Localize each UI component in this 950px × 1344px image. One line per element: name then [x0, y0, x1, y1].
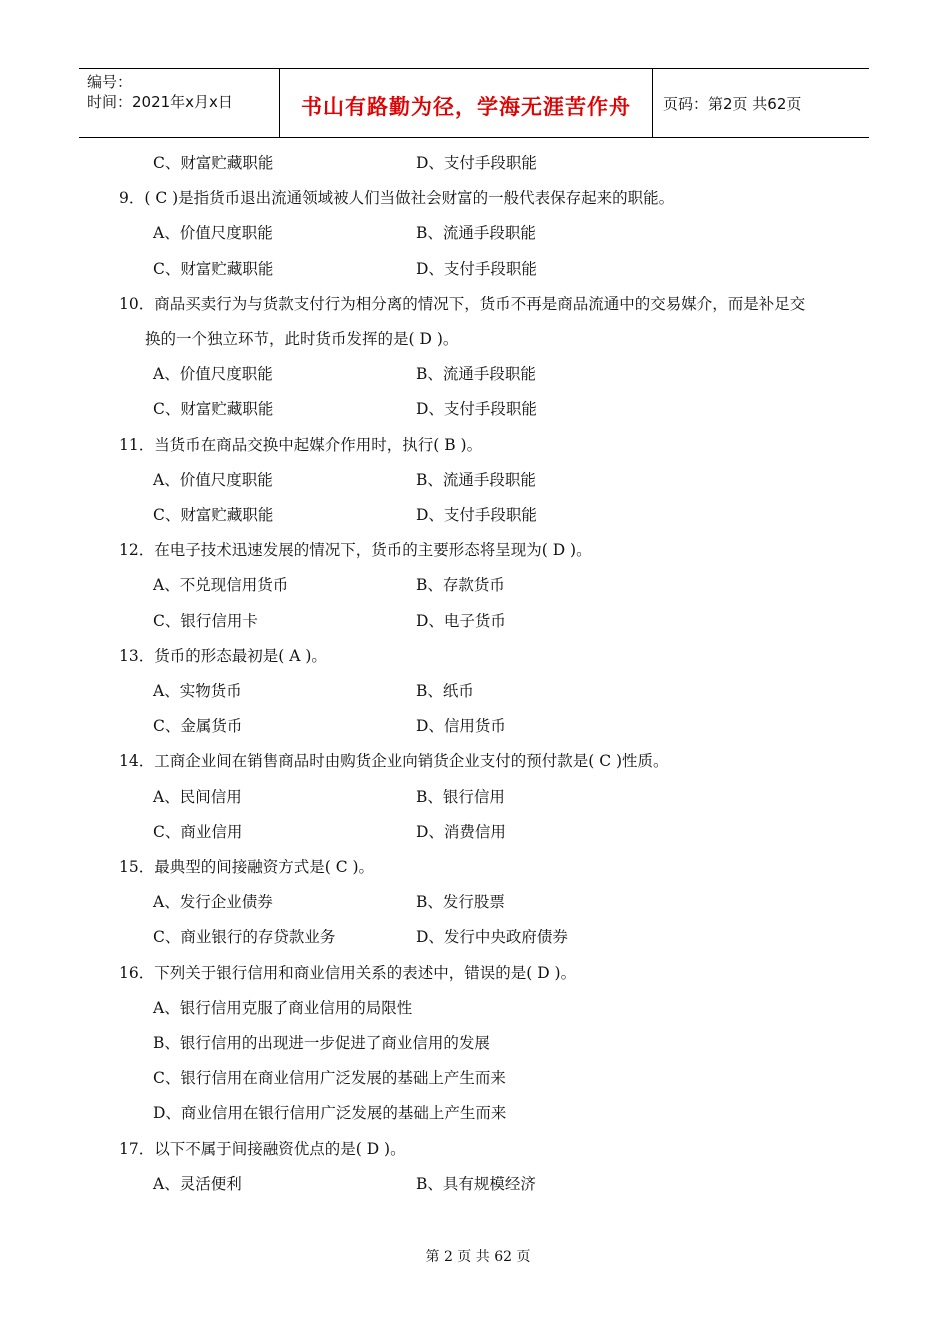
option-left: A、发行企业债券 [153, 893, 273, 911]
option-single: D、商业信用在银行信用广泛发展的基础上产生而来 [153, 1104, 507, 1122]
option-right: B、存款货币 [416, 576, 505, 594]
option-left: C、财富贮藏职能 [153, 260, 274, 278]
question-text: 13．货币的形态最初是( A )。 [119, 647, 327, 665]
option-single: A、银行信用克服了商业信用的局限性 [153, 999, 413, 1017]
option-single: C、银行信用在商业信用广泛发展的基础上产生而来 [153, 1069, 506, 1087]
option-right: D、支付手段职能 [416, 400, 537, 418]
question-text: 16．下列关于银行信用和商业信用关系的表述中，错误的是( D )。 [119, 964, 577, 982]
header-page-info: 页码：第2页 共62页 [663, 95, 802, 113]
option-left: A、价值尺度职能 [153, 471, 273, 489]
option-right: D、支付手段职能 [416, 154, 537, 172]
option-left: A、民间信用 [153, 788, 242, 806]
page-footer [0, 1246, 950, 1266]
question-text: 11．当货币在商品交换中起媒介作用时，执行( B )。 [119, 436, 483, 454]
header-meta [79, 69, 280, 137]
option-right: D、消费信用 [416, 823, 506, 841]
option-right: B、流通手段职能 [416, 471, 536, 489]
option-single: B、银行信用的出现进一步促进了商业信用的发展 [153, 1034, 490, 1052]
question-text: 17．以下不属于间接融资优点的是( D )。 [119, 1140, 406, 1158]
question-text: 10．商品买卖行为与货款支付行为相分离的情况下，货币不再是商品流通中的交易媒介，而是补足交 [119, 295, 806, 313]
option-left: C、财富贮藏职能 [153, 154, 274, 172]
option-left: C、银行信用卡 [153, 612, 258, 630]
option-right: D、信用货币 [416, 717, 506, 735]
option-left: C、商业信用 [153, 823, 243, 841]
header-motto-cell [280, 69, 653, 137]
header-motto: 书山有路勤为径，学海无涯苦作舟 [301, 95, 631, 119]
footer-page-number: 第 2 页 共 62 页 [425, 1249, 531, 1265]
question-text: 12．在电子技术迅速发展的情况下，货币的主要形态将呈现为( D )。 [119, 541, 592, 559]
option-right: B、流通手段职能 [416, 365, 536, 383]
option-left: C、财富贮藏职能 [153, 400, 274, 418]
option-right: D、支付手段职能 [416, 260, 537, 278]
option-right: D、电子货币 [416, 612, 506, 630]
option-right: D、支付手段职能 [416, 506, 537, 524]
question-text: 15．最典型的间接融资方式是( C )。 [119, 858, 375, 876]
option-right: B、具有规模经济 [416, 1175, 536, 1193]
option-right: B、银行信用 [416, 788, 505, 806]
option-left: A、价值尺度职能 [153, 365, 273, 383]
option-left: C、金属货币 [153, 717, 243, 735]
option-left: A、实物货币 [153, 682, 242, 700]
option-right: D、发行中央政府债券 [416, 928, 568, 946]
option-right: B、纸币 [416, 682, 474, 700]
document-number-label: 编号： [87, 73, 133, 91]
document-time-label: 时间：2021年x月x日 [87, 93, 233, 111]
question-text: 9．( C )是指货币退出流通领域被人们当做社会财富的一般代表保存起来的职能。 [119, 189, 675, 207]
option-left: A、不兑现信用货币 [153, 576, 289, 594]
page-header [79, 68, 869, 138]
option-left: C、财富贮藏职能 [153, 506, 274, 524]
option-right: B、发行股票 [416, 893, 505, 911]
header-page-cell [653, 69, 869, 137]
option-left: A、价值尺度职能 [153, 224, 273, 242]
question-text: 14．工商企业间在销售商品时由购货企业向销货企业支付的预付款是( C )性质。 [119, 752, 669, 770]
option-left: C、商业银行的存贷款业务 [153, 928, 336, 946]
option-right: B、流通手段职能 [416, 224, 536, 242]
question-text-continued: 换的一个独立环节，此时货币发挥的是( D )。 [145, 330, 459, 348]
option-left: A、灵活便利 [153, 1175, 242, 1193]
